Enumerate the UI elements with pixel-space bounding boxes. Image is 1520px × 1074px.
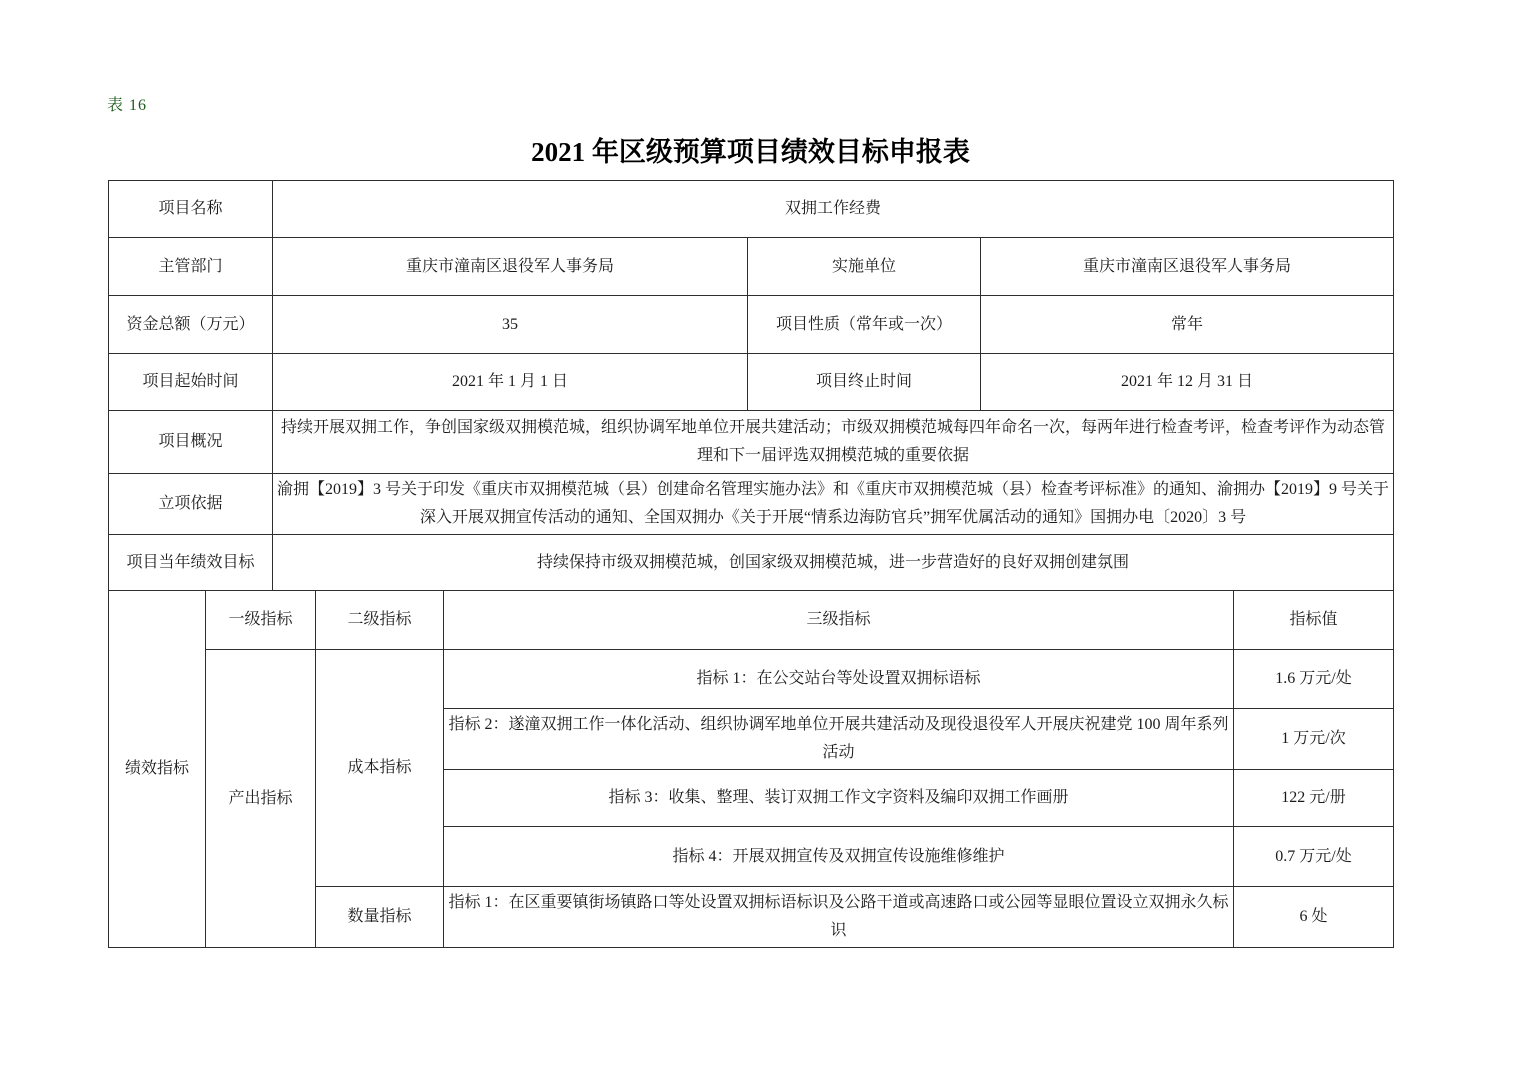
funds-value: 35 [273,296,748,354]
impl-unit-label: 实施单位 [748,238,981,296]
end-date-label: 项目终止时间 [748,354,981,411]
project-name-label: 项目名称 [109,181,273,238]
annual-target-label: 项目当年绩效目标 [109,535,273,591]
page-title: 2021 年区级预算项目绩效目标申报表 [531,137,970,167]
indicator-value: 0.7 万元/处 [1234,827,1394,887]
level2-cost-label: 成本指标 [316,650,444,887]
indicator-row [109,650,1394,709]
table-row [109,411,1394,474]
impl-unit-value: 重庆市潼南区退役军人事务局 [981,238,1394,296]
indicator-value: 6 处 [1234,887,1394,948]
basis-value: 渝拥【2019】3 号关于印发《重庆市双拥模范城（县）创建命名管理实施办法》和《重庆市双拥模范城（县）检查考评标准》的通知、渝拥办【2019】9 号关于深入开展双拥宣传活动的通知、全国双拥办《关于开展“情系边海防官兵”拥军优属活动的通知》国拥办电〔2020〕3 号 [273,474,1394,535]
start-date-label: 项目起始时间 [109,354,273,411]
basis-label: 立项依据 [109,474,273,535]
indicator-text: 指标 1：在公交站台等处设置双拥标语标 [444,650,1234,709]
funds-label: 资金总额（万元） [109,296,273,354]
level3-header: 三级指标 [444,591,1234,650]
indicator-value: 1.6 万元/处 [1234,650,1394,709]
indicator-text: 指标 4：开展双拥宣传及双拥宣传设施维修维护 [444,827,1234,887]
indicator-header-row [109,591,1394,650]
value-header: 指标值 [1234,591,1394,650]
table-row [109,474,1394,535]
dept-label: 主管部门 [109,238,273,296]
nature-value: 常年 [981,296,1394,354]
performance-target-table [108,180,1394,948]
indicator-value: 1 万元/次 [1234,709,1394,770]
table-number-tag: 表 16 [107,97,148,114]
indicator-text: 指标 2：遂潼双拥工作一体化活动、组织协调军地单位开展共建活动及现役退役军人开展庆祝建党 100 周年系列活动 [444,709,1234,770]
end-date-value: 2021 年 12 月 31 日 [981,354,1394,411]
table-row [109,535,1394,591]
level2-quantity-label: 数量指标 [316,887,444,948]
level1-header: 一级指标 [206,591,316,650]
table-row [109,296,1394,354]
dept-value: 重庆市潼南区退役军人事务局 [273,238,748,296]
table-row [109,238,1394,296]
indicator-text: 指标 1：在区重要镇街场镇路口等处设置双拥标语标识及公路干道或高速路口或公园等显眼位置设立双拥永久标识 [444,887,1234,948]
indicator-value: 122 元/册 [1234,770,1394,827]
annual-target-value: 持续保持市级双拥模范城，创国家级双拥模范城，进一步营造好的良好双拥创建氛围 [273,535,1394,591]
start-date-value: 2021 年 1 月 1 日 [273,354,748,411]
indicators-section-label: 绩效指标 [109,591,206,948]
indicator-text: 指标 3：收集、整理、装订双拥工作文字资料及编印双拥工作画册 [444,770,1234,827]
nature-label: 项目性质（常年或一次） [748,296,981,354]
table-row [109,354,1394,411]
overview-value: 持续开展双拥工作，争创国家级双拥模范城，组织协调军地单位开展共建活动；市级双拥模范城每四年命名一次，每两年进行检查考评，检查考评作为动态管理和下一届评选双拥模范城的重要依据 [273,411,1394,474]
level2-header: 二级指标 [316,591,444,650]
table-row [109,181,1394,238]
overview-label: 项目概况 [109,411,273,474]
level1-value: 产出指标 [206,650,316,948]
project-name-value: 双拥工作经费 [273,181,1394,238]
